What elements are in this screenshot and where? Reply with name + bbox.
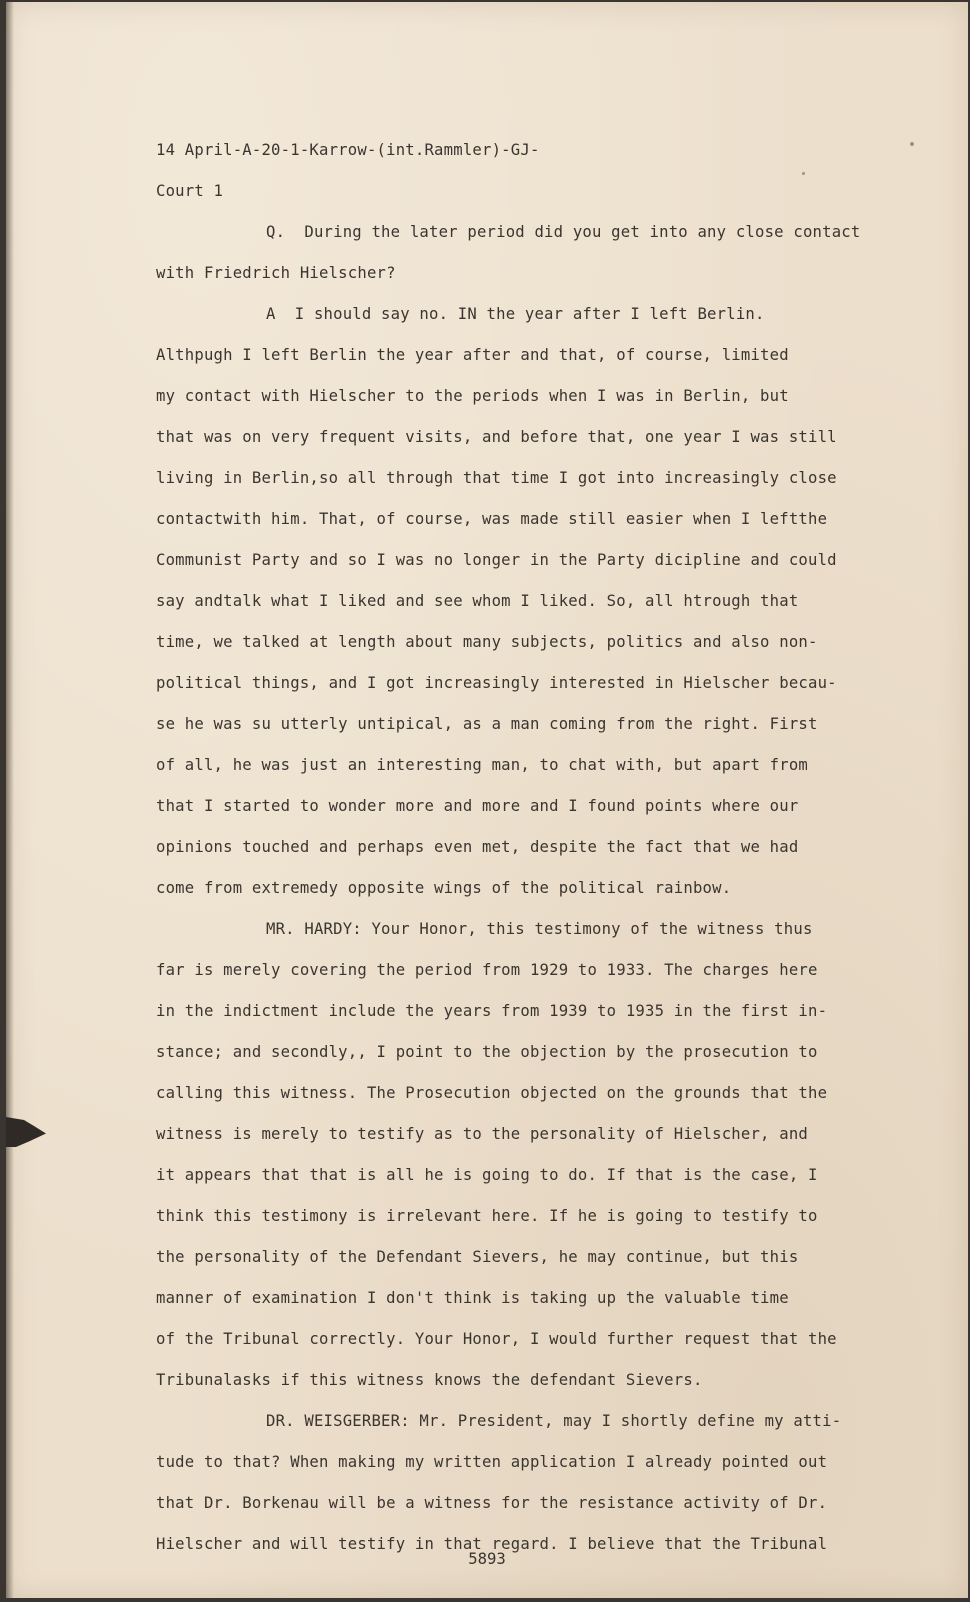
transcript-line: the personality of the Defendant Sievers, he may continue, but this xyxy=(156,1248,799,1266)
court-label: Court 1 xyxy=(156,182,224,200)
transcript-line: that Dr. Borkenau will be a witness for the resistance activity of Dr. xyxy=(156,1494,828,1512)
transcript-line: think this testimony is irrelevant here. If he is going to testify to xyxy=(156,1207,818,1225)
transcript-lines xyxy=(156,212,916,1565)
transcript-line: Communist Party and so I was no longer in the Party dicipline and could xyxy=(156,551,837,569)
transcript-line: that I started to wonder more and more and I found points where our xyxy=(156,797,799,815)
transcript-line: my contact with Hielscher to the periods when I was in Berlin, but xyxy=(156,387,789,405)
transcript-line: far is merely covering the period from 1929 to 1933. The charges here xyxy=(156,961,818,979)
transcript-line: manner of examination I don't think is taking up the valuable time xyxy=(156,1289,789,1307)
transcript-line: opinions touched and perhaps even met, despite the fact that we had xyxy=(156,838,799,856)
transcript-line: witness is merely to testify as to the personality of Hielscher, and xyxy=(156,1125,808,1143)
transcript-line: A I should say no. IN the year after I left Berlin. xyxy=(266,305,765,323)
transcript-line: time, we talked at length about many subjects, politics and also non- xyxy=(156,633,818,651)
transcript-line: contactwith him. That, of course, was made still easier when I leftthe xyxy=(156,510,828,528)
transcript-line: that was on very frequent visits, and before that, one year I was still xyxy=(156,428,837,446)
document-page xyxy=(6,2,968,1598)
document-reference: 14 April-A-20-1-Karrow-(int.Rammler)-GJ- xyxy=(156,141,540,159)
transcript-line: of all, he was just an interesting man, to chat with, but apart from xyxy=(156,756,808,774)
transcript-line: living in Berlin,so all through that time I got into increasingly close xyxy=(156,469,837,487)
transcript-line: Hielscher and will testify in that regard. I believe that the Tribunal xyxy=(156,1535,828,1553)
transcript-line: with Friedrich Hielscher? xyxy=(156,264,396,282)
transcript-line: MR. HARDY: Your Honor, this testimony of the witness thus xyxy=(266,920,813,938)
torn-edge xyxy=(6,1117,46,1147)
transcript-line: in the indictment include the years from 1939 to 1935 in the first in- xyxy=(156,1002,828,1020)
transcript-line: of the Tribunal correctly. Your Honor, I would further request that the xyxy=(156,1330,837,1348)
transcript-line: political things, and I got increasingly interested in Hielscher becau- xyxy=(156,674,837,692)
transcript-line: se he was su utterly untipical, as a man coming from the right. First xyxy=(156,715,818,733)
transcript-line: Althpugh I left Berlin the year after and that, of course, limited xyxy=(156,346,789,364)
transcript-line: stance; and secondly,, I point to the objection by the prosecution to xyxy=(156,1043,818,1061)
transcript-line: Q. During the later period did you get into any close contact xyxy=(266,223,861,241)
transcript-line: tude to that? When making my written application I already pointed out xyxy=(156,1453,828,1471)
transcript-line: Tribunalasks if this witness knows the defendant Sievers. xyxy=(156,1371,703,1389)
transcript-line: calling this witness. The Prosecution objected on the grounds that the xyxy=(156,1084,828,1102)
document-body xyxy=(156,130,916,1565)
page-number: 5893 xyxy=(468,1550,506,1568)
transcript-line: it appears that that is all he is going to do. If that is the case, I xyxy=(156,1166,818,1184)
transcript-line: come from extremedy opposite wings of the political rainbow. xyxy=(156,879,732,897)
transcript-line: DR. WEISGERBER: Mr. President, may I shortly define my atti- xyxy=(266,1412,842,1430)
transcript-line: say andtalk what I liked and see whom I liked. So, all htrough that xyxy=(156,592,799,610)
page-edge-shadow xyxy=(6,2,14,1598)
